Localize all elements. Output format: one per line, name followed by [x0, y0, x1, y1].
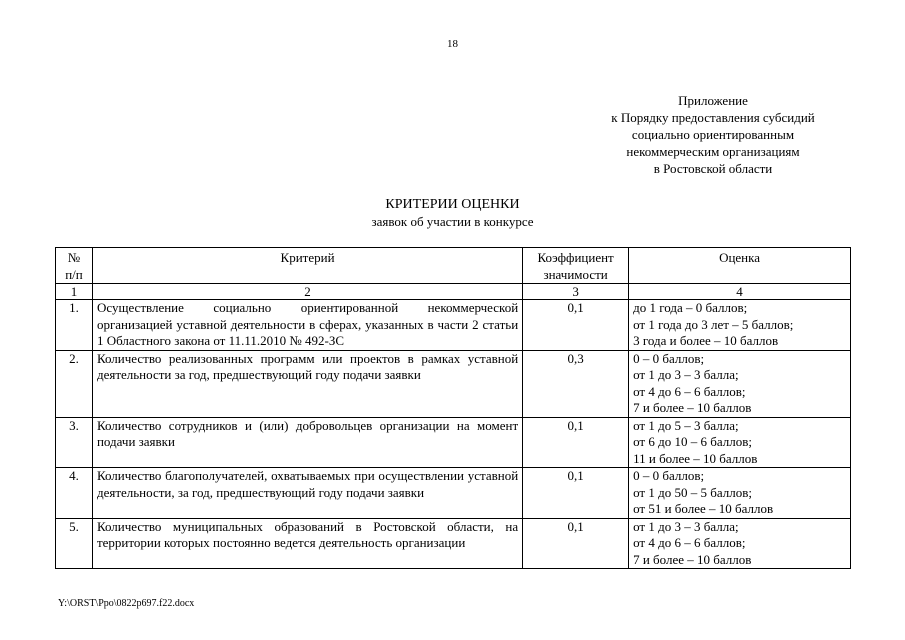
score-line: от 1 до 3 – 3 балла; [633, 518, 739, 534]
score-line: до 1 года – 0 баллов; [633, 300, 748, 315]
header-score: Оценка [629, 248, 851, 284]
row-number: 1. [56, 300, 93, 351]
coefficient-cell: 0,3 [523, 350, 629, 417]
row-number: 4. [56, 468, 93, 519]
row-number: 5. [56, 518, 93, 569]
score-cell [629, 350, 851, 417]
document-title [0, 196, 905, 230]
header-coefficient-line: Коэффициент [537, 250, 614, 265]
title-subtitle: заявок об участии в конкурсе [371, 214, 534, 229]
table-row [56, 350, 851, 417]
header-coefficient-line: значимости [543, 266, 608, 282]
score-cell [629, 518, 851, 569]
table-row [56, 518, 851, 569]
coefficient-cell: 0,1 [523, 518, 629, 569]
appendix-line: социально ориентированным [631, 127, 795, 142]
score-line: от 1 до 5 – 3 балла; [633, 417, 739, 433]
score-line: 3 года и более – 10 баллов [633, 333, 779, 348]
score-cell [629, 468, 851, 519]
file-path-footer: Y:\ORST\Ppo\0822p697.f22.docx [58, 598, 195, 609]
appendix-line: некоммерческим организациям [626, 144, 800, 159]
table-row [56, 468, 851, 519]
row-number: 3. [56, 417, 93, 468]
header-coefficient [523, 248, 629, 284]
appendix-line: к Порядку предоставления субсидий [611, 110, 815, 125]
score-cell [629, 417, 851, 468]
coefficient-cell: 0,1 [523, 300, 629, 351]
row-number: 2. [56, 350, 93, 417]
table-row [56, 300, 851, 351]
criterion-cell: Количество благополучателей, охватываемых при осуществлении уставной деятельности, за год, предшествующий году подачи заявки [92, 468, 522, 519]
appendix-line: Приложение [678, 93, 748, 108]
criteria-table [55, 247, 851, 569]
column-index: 1 [56, 284, 93, 300]
score-line: от 1 года до 3 лет – 5 баллов; [633, 316, 794, 332]
score-line: от 1 до 3 – 3 балла; [633, 367, 739, 382]
criterion-cell: Количество муниципальных образований в Ростовской области, на территории которых постоянно ведется деятельность организации [92, 518, 522, 569]
criterion-cell: Осуществление социально ориентированной некоммерческой организацией уставной деятельности в сферах, указанных в части 2 статьи 1 Областного закона от 11.11.2010 № 492-ЗС [92, 300, 522, 351]
header-num-line: № [67, 250, 81, 265]
score-line: от 4 до 6 – 6 баллов; [633, 383, 746, 399]
appendix-header [583, 92, 843, 177]
page-number: 18 [447, 38, 458, 50]
score-line: от 4 до 6 – 6 баллов; [633, 535, 746, 550]
coefficient-cell: 0,1 [523, 468, 629, 519]
score-line: 11 и более – 10 баллов [633, 450, 758, 466]
header-num [56, 248, 93, 284]
score-cell [629, 300, 851, 351]
header-criterion: Критерий [92, 248, 522, 284]
table-row [56, 417, 851, 468]
criterion-cell: Количество реализованных программ или проектов в рамках уставной деятельности за год, предшествующий году подачи заявки [92, 350, 522, 417]
score-line: 0 – 0 баллов; [633, 350, 705, 366]
score-line: от 6 до 10 – 6 баллов; [633, 434, 752, 449]
table-header-row [56, 248, 851, 284]
header-num-line: п/п [65, 266, 83, 282]
score-line: 0 – 0 баллов; [633, 468, 705, 483]
column-index: 3 [523, 284, 629, 300]
score-line: 7 и более – 10 баллов [633, 551, 752, 567]
score-line: от 1 до 50 – 5 баллов; [633, 484, 752, 500]
score-line: 7 и более – 10 баллов [633, 400, 752, 415]
column-index: 4 [629, 284, 851, 300]
column-index-row [56, 284, 851, 300]
score-line: от 51 и более – 10 баллов [633, 501, 774, 516]
coefficient-cell: 0,1 [523, 417, 629, 468]
title-main: КРИТЕРИИ ОЦЕНКИ [385, 197, 520, 212]
column-index: 2 [92, 284, 522, 300]
criterion-cell: Количество сотрудников и (или) добровольцев организации на момент подачи заявки [92, 417, 522, 468]
appendix-line: в Ростовской области [653, 161, 773, 176]
